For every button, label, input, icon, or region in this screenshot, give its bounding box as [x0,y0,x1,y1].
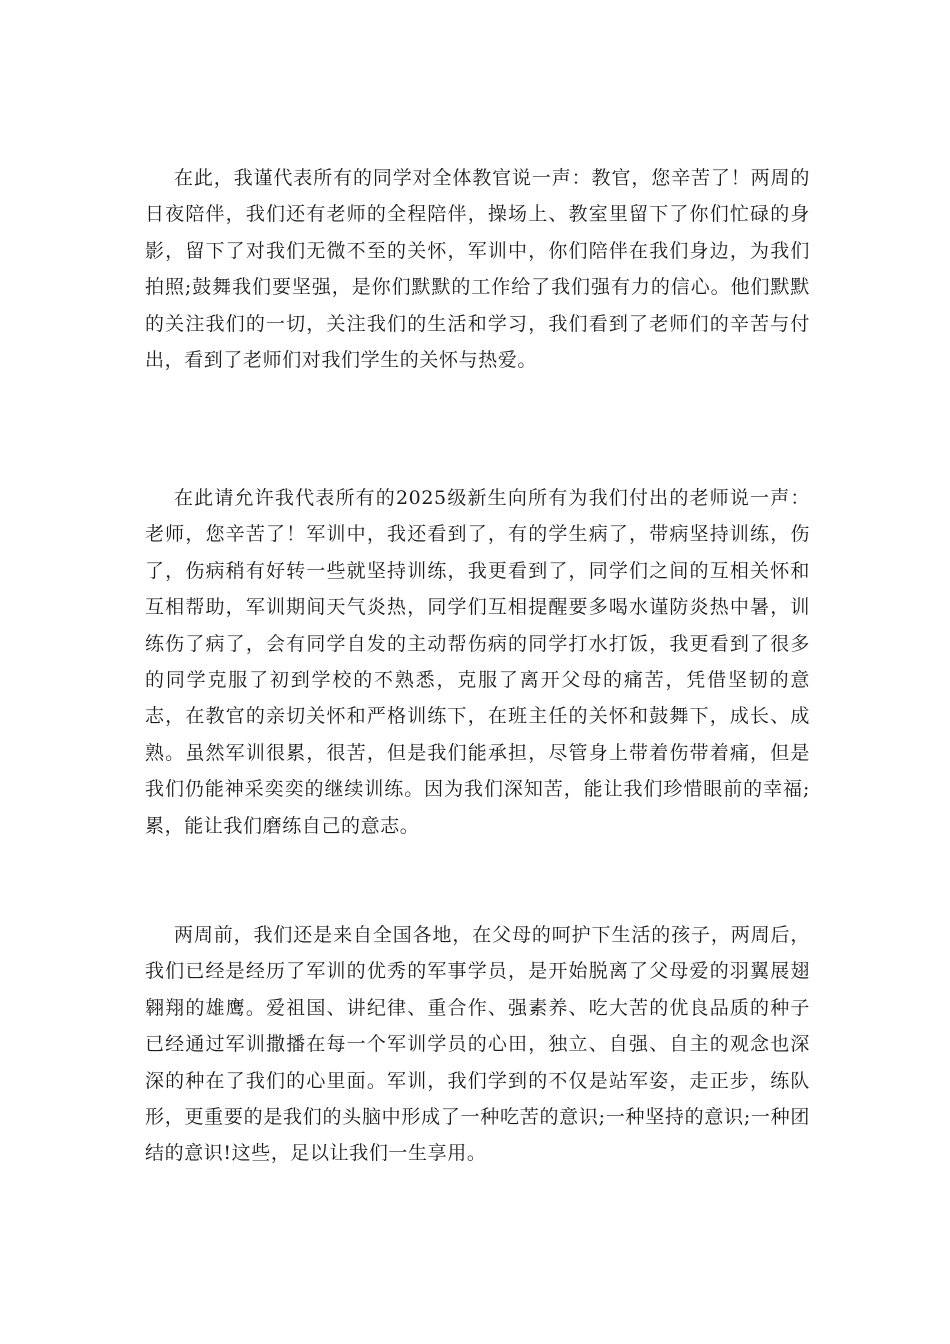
paragraph-thanks-instructors: 在此，我谨代表所有的同学对全体教官说一声：教官，您辛苦了！两周的日夜陪伴，我们还有老师的全程陪伴，操场上、教室里留下了你们忙碌的身影，留下了对我们无微不至的关怀，军训中，你们陪伴在我们身边，为我们拍照;鼓舞我们要坚强，是你们默默的工作给了我们强有力的信心。他们默默的关注我们的一切，关注我们的生活和学习，我们看到了老师们的辛苦与付出，看到了老师们对我们学生的关怀与热爱。 [145,167,810,372]
paragraph-growth: 两周前，我们还是来自全国各地，在父母的呵护下生活的孩子，两周后，我们已经是经历了军训的优秀的军事学员，是开始脱离了父母爱的羽翼展翅翱翔的雄鹰。爱祖国、讲纪律、重合作、强素养、吃大苦的优良品质的种子已经通过军训撒播在每一个军训学员的心田，独立、自强、自主的观念也深深的种在了我们的心里面。军训，我们学到的不仅是站军姿，走正步，练队形，更重要的是我们的头脑中形成了一种吃苦的意识;一种坚持的意识;一种团结的意识!这些，足以让我们一生享用。 [145,924,810,1165]
paragraph-thanks-teachers: 在此请允许我代表所有的2025级新生向所有为我们付出的老师说一声：老师，您辛苦了！军训中，我还看到了，有的学生病了，带病坚持训练，伤了，伤病稍有好转一些就坚持训练，我更看到了，同学们之间的互相关怀和互相帮助，军训期间天气炎热，同学们互相提醒要多喝水谨防炎热中暑，训练伤了病了，会有同学自发的主动帮伤病的同学打水打饭，我更看到了很多的同学克服了初到学校的不熟悉，克服了离开父母的痛苦，凭借坚韧的意志，在教官的亲切关怀和严格训练下，在班主任的关怀和鼓舞下，成长、成熟。虽然军训很累，很苦，但是我们能承担，尽管身上带着伤带着痛，但是我们仍能神采奕奕的继续训练。因为我们深知苦，能让我们珍惜眼前的幸福;累，能让我们磨练自己的意志。 [145,487,810,837]
